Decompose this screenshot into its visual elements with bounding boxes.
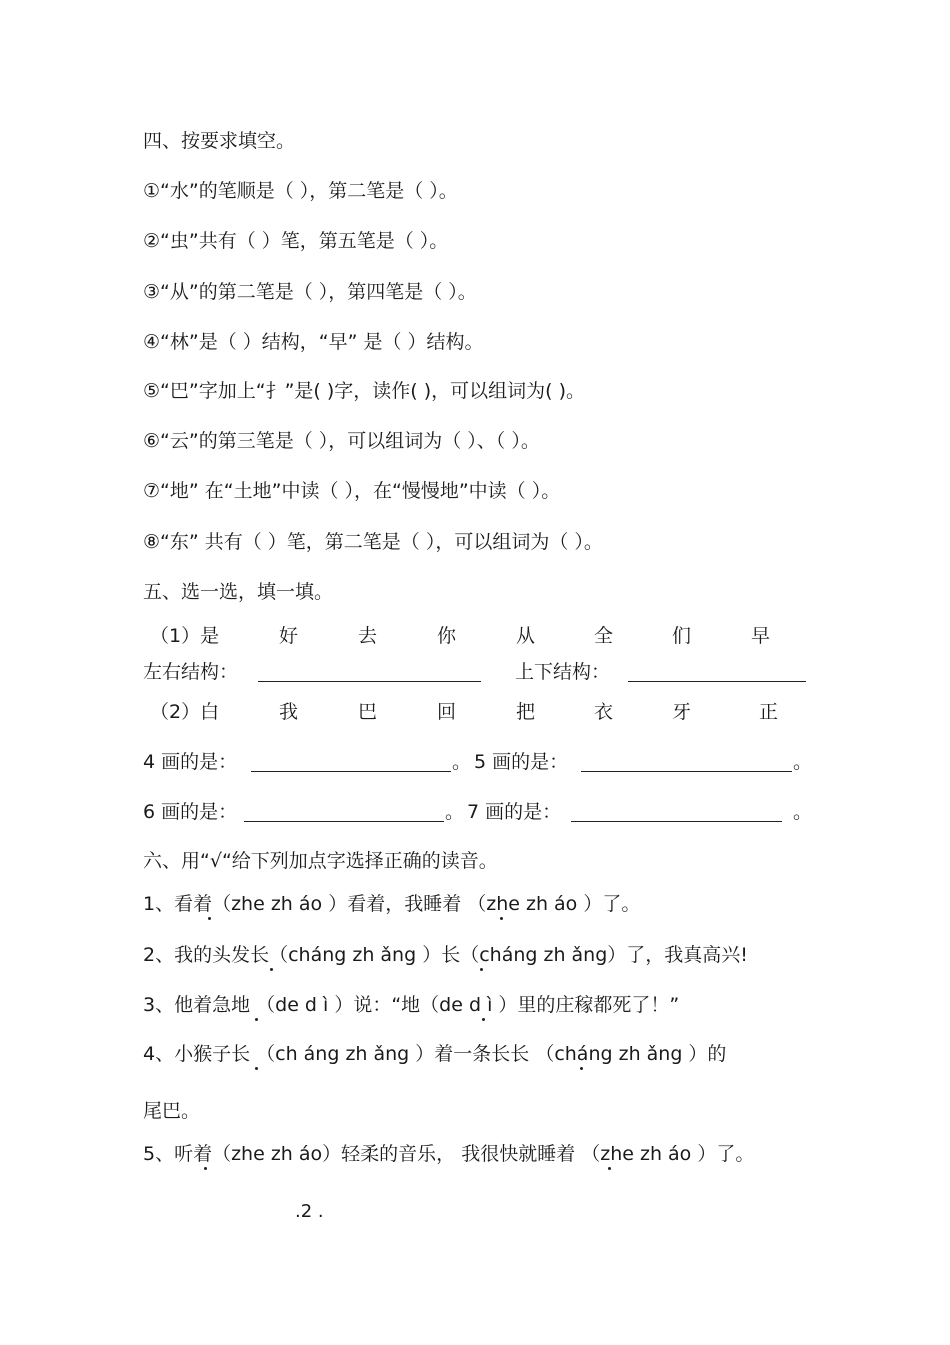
page-number: .2 . xyxy=(295,1201,324,1222)
top-bottom-structure-label: 上下结构： xyxy=(515,661,611,683)
section4-question-5: ⑤“巴”字加上“扌”是( )字，读作( )，可以组词为( )。 xyxy=(143,380,586,402)
stroke4-answer-line xyxy=(251,771,451,772)
group2-char: 牙 xyxy=(672,701,692,723)
section4-question-7: ⑦“地” 在“土地”中读（ ），在“慢慢地”中读（ ）。 xyxy=(143,480,561,502)
emphasis-dot xyxy=(208,917,211,920)
emphasis-dot xyxy=(580,1067,583,1070)
group1-char: 全 xyxy=(594,625,614,647)
group1-char: 早 xyxy=(751,625,771,647)
section4-question-1: ①“水”的笔顺是（ ），第二笔是（ ）。 xyxy=(143,180,458,202)
emphasis-dot xyxy=(482,1018,485,1021)
section6-title: 六、用“√“给下列加点字选择正确的读音。 xyxy=(143,850,498,872)
group1-char: 们 xyxy=(672,625,692,647)
group1-char: 去 xyxy=(358,625,378,647)
section4-question-8: ⑧“东” 共有（ ）笔，第二笔是（ ），可以组词为（ ）。 xyxy=(143,531,603,553)
emphasis-dot xyxy=(255,1018,258,1021)
stroke4-period: 。 xyxy=(452,751,472,773)
emphasis-dot xyxy=(480,968,483,971)
group2-char: 回 xyxy=(437,701,457,723)
emphasis-dot xyxy=(608,1167,611,1170)
section4-question-3: ③“从”的第二笔是（ ），第四笔是（ ）。 xyxy=(143,281,477,303)
stroke6-answer-line xyxy=(244,821,444,822)
group1-char: 你 xyxy=(437,625,457,647)
top-bottom-answer-line xyxy=(628,681,806,682)
section6-item-3: 3、他着急地 （de d ì ）说：“地（de d ì ）里的庄稼都死了！” xyxy=(143,994,680,1016)
stroke5-period: 。 xyxy=(793,751,813,773)
group1-char: 从 xyxy=(516,625,536,647)
group2-char: 把 xyxy=(516,701,536,723)
stroke6-period: 。 xyxy=(445,801,465,823)
stroke5-answer-line xyxy=(581,771,792,772)
stroke7-answer-line xyxy=(571,821,782,822)
left-right-structure-label: 左右结构： xyxy=(143,661,239,683)
emphasis-dot xyxy=(255,1067,258,1070)
stroke7-label: 7 画的是： xyxy=(467,801,562,823)
emphasis-dot xyxy=(500,917,503,920)
section6-item-5: 5、听着（zhe zh áo）轻柔的音乐， 我很快就睡着 （zhe zh áo ）了。 xyxy=(143,1143,755,1165)
section5-title: 五、选一选，填一填。 xyxy=(143,581,334,603)
emphasis-dot xyxy=(270,968,273,971)
group1-char: 好 xyxy=(279,625,299,647)
section6-item-2: 2、我的头发长（cháng zh ǎng ）长（cháng zh ǎng）了，我真高兴! xyxy=(143,944,748,966)
group2-label: （2）白 xyxy=(150,701,220,723)
group1-label: （1）是 xyxy=(150,625,220,647)
section6-item-4-cont: 尾巴。 xyxy=(143,1100,201,1122)
group2-char: 我 xyxy=(279,701,299,723)
group2-char: 衣 xyxy=(594,701,614,723)
section4-question-4: ④“林”是（ ）结构，“早” 是（ ）结构。 xyxy=(143,331,484,353)
group2-char: 正 xyxy=(759,701,779,723)
section4-question-6: ⑥“云”的第三笔是（ ），可以组词为（ ）、（ ）。 xyxy=(143,430,540,452)
emphasis-dot xyxy=(204,1167,207,1170)
left-right-answer-line xyxy=(258,681,481,682)
section6-item-4: 4、小猴子长 （ch áng zh ǎng ）着一条长长 （cháng zh ǎng ）的 xyxy=(143,1043,727,1065)
stroke4-label: 4 画的是： xyxy=(143,751,238,773)
section4-title: 四、按要求填空。 xyxy=(143,130,296,152)
section6-item-1: 1、看着（zhe zh áo ）看着，我睡着 （zhe zh áo ）了。 xyxy=(143,893,641,915)
group2-char: 巴 xyxy=(358,701,378,723)
stroke7-period: 。 xyxy=(793,801,813,823)
stroke5-label: 5 画的是： xyxy=(474,751,569,773)
section4-question-2: ②“虫”共有（ ）笔，第五笔是（ ）。 xyxy=(143,230,449,252)
stroke6-label: 6 画的是： xyxy=(143,801,238,823)
